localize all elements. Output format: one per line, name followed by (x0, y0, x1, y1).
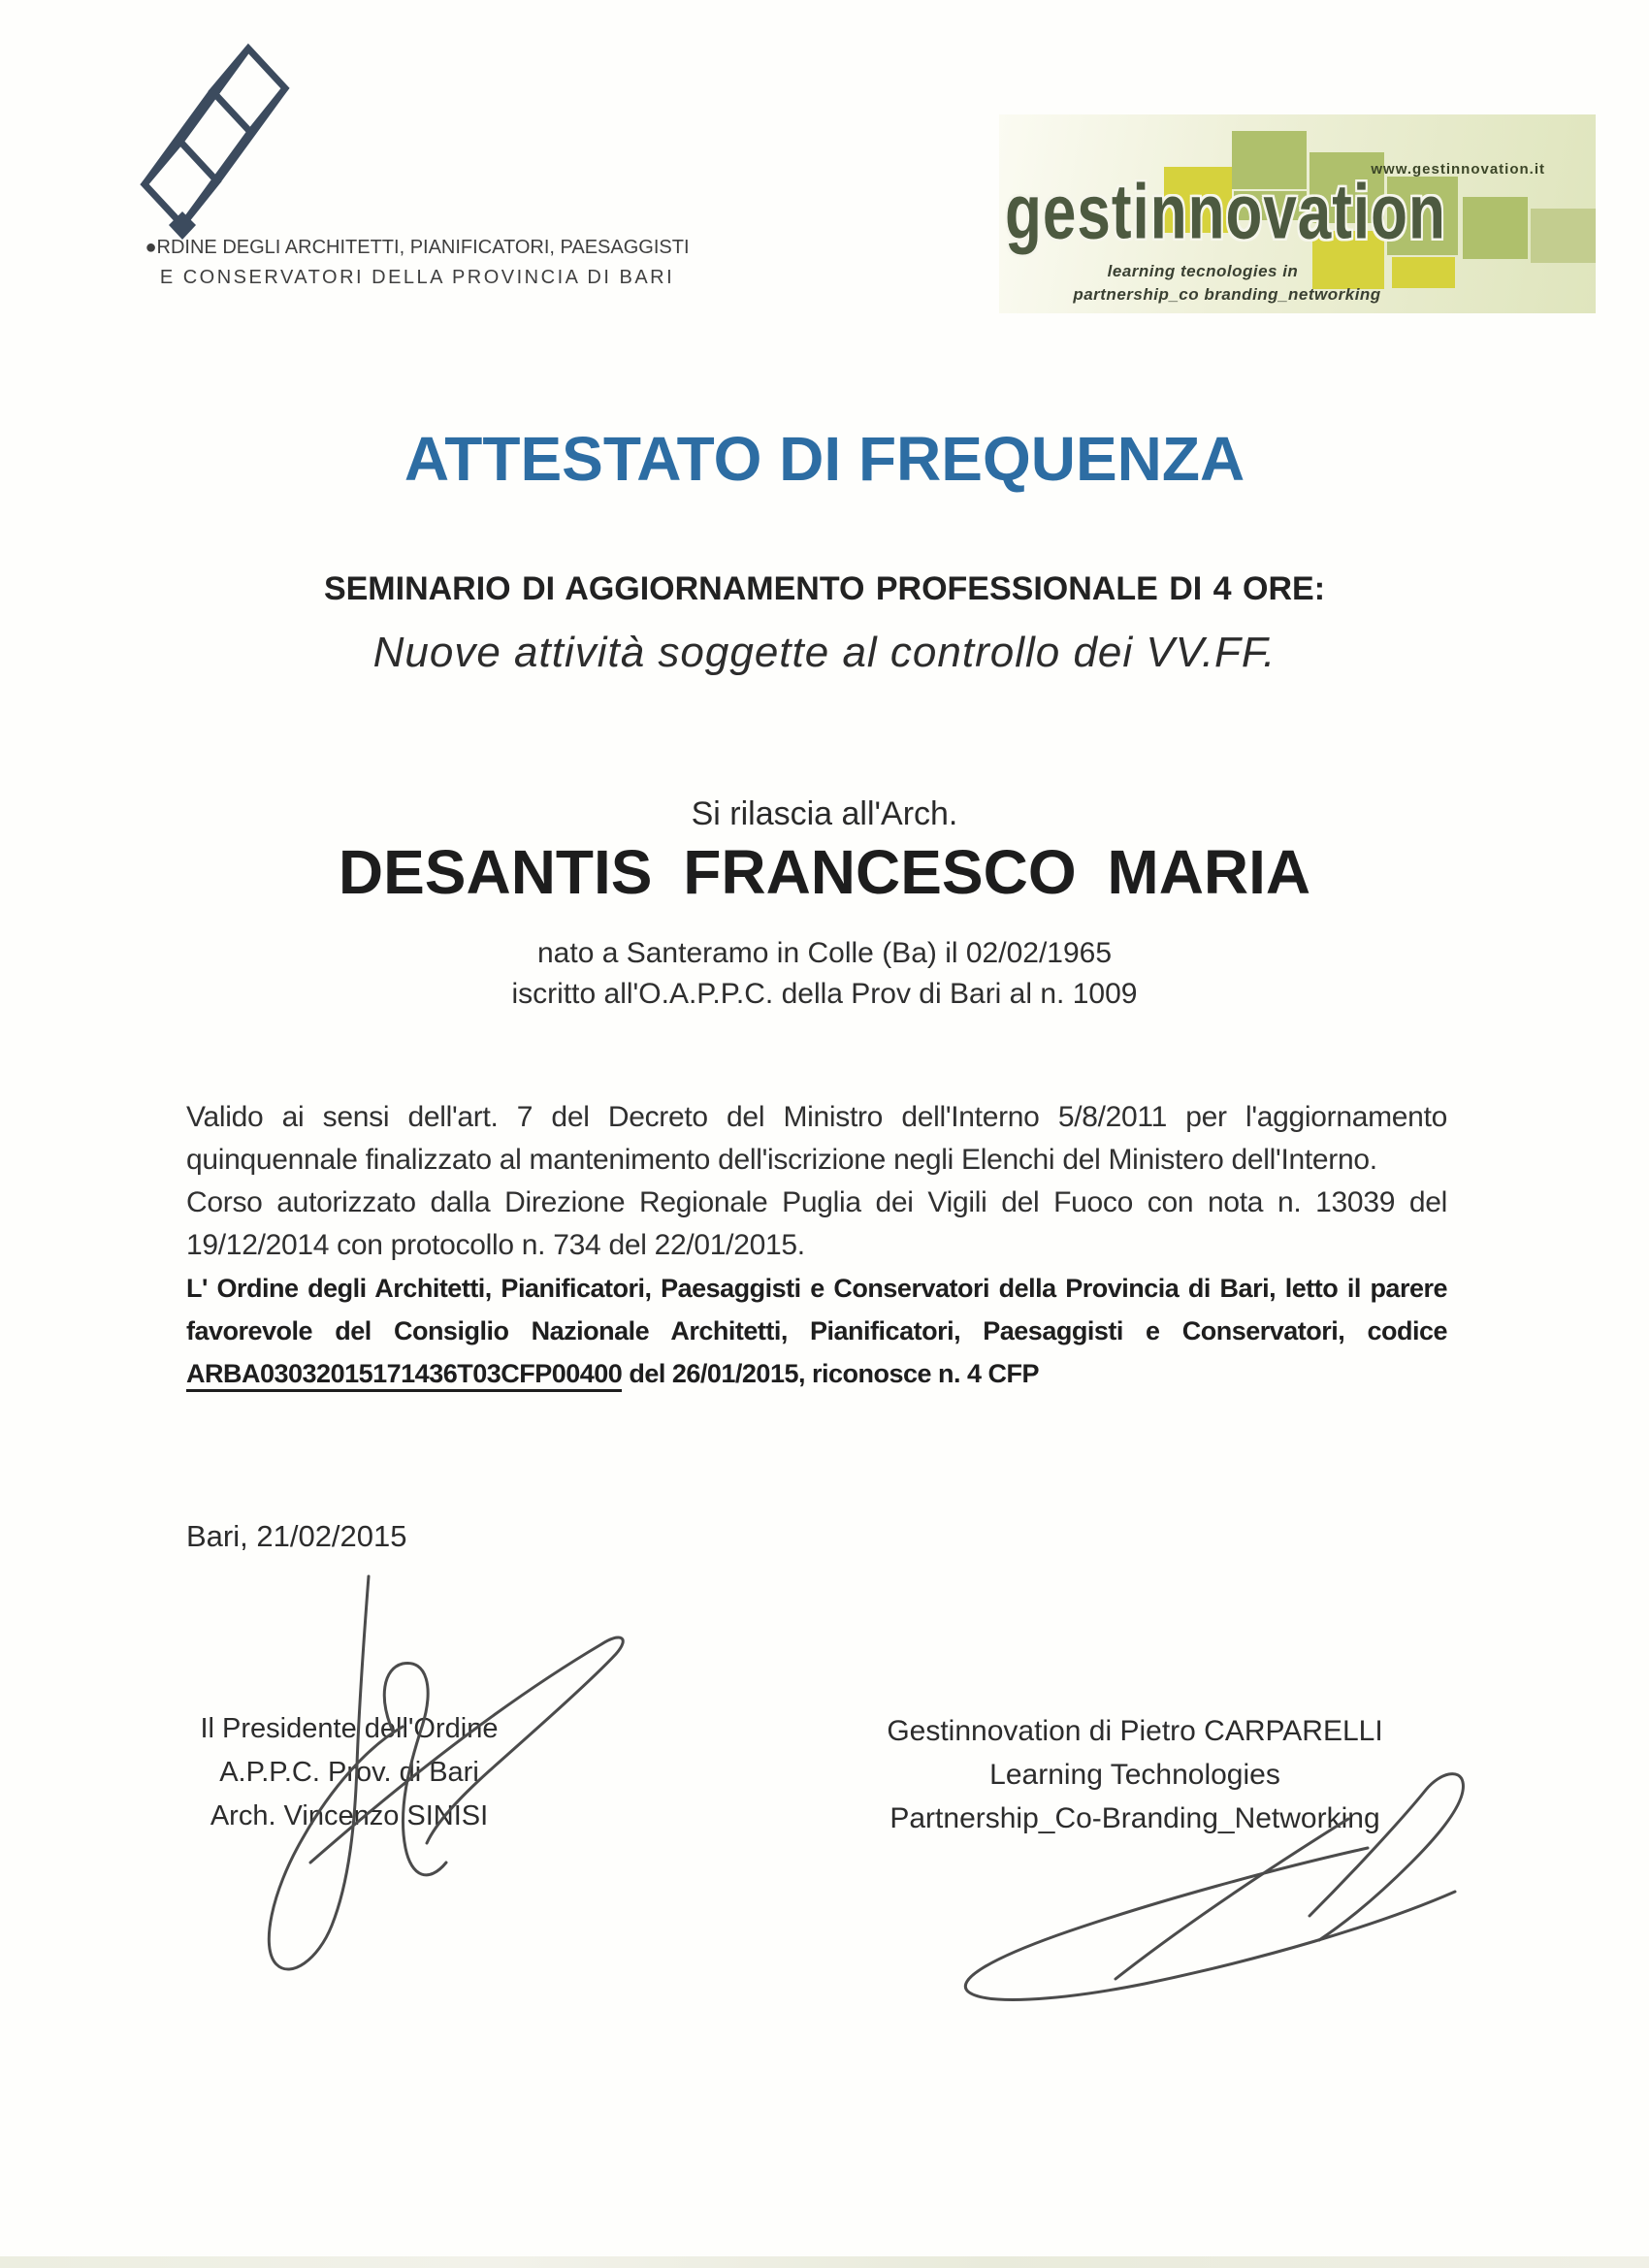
certificate-body (186, 1096, 1447, 1395)
recognition-paragraph (186, 1267, 1447, 1395)
logo-square (1463, 197, 1528, 259)
authorization-paragraph: Corso autorizzato dalla Direzione Regionale Puglia dei Vigili del Fuoco con nota n. 13039 del 19/12/2014 con protocollo n. 734 del 22/01/2015. (186, 1186, 1447, 1261)
order-name-line1: ●RDINE DEGLI ARCHITETTI, PIANIFICATORI, PAESAGGISTI (145, 237, 690, 258)
recipient-birth-line: nato a Santeramo in Colle (Ba) il 02/02/1965 (536, 937, 1113, 969)
recipient-registration-line: iscritto all'O.A.P.P.C. della Prov di Bari al n. 1009 (511, 978, 1138, 1010)
handwritten-signature-left-icon (223, 1571, 650, 1989)
right-signatory-motto: Partnership_Co-Branding_Networking (889, 1802, 1380, 1834)
recognition-text-after: del 26/01/2015, riconosce n. 4 CFP (622, 1359, 1040, 1388)
gestinnovation-wordmark: gestinnovation (1005, 170, 1446, 256)
gestinnovation-logo (999, 114, 1596, 313)
gestinnovation-website: www.gestinnovation.it (1371, 161, 1545, 178)
right-signatory-division: Learning Technologies (989, 1759, 1280, 1791)
logo-square (1531, 209, 1596, 263)
left-signatory-role: Il Presidente dell'Ordine (200, 1713, 499, 1744)
right-signatory-company: Gestinnovation di Pietro CARPARELLI (887, 1715, 1383, 1747)
validity-paragraph: Valido ai sensi dell'art. 7 del Decreto del Ministro dell'Interno 5/8/2011 per l'aggiornamento quinquennale finalizzato al mantenimento dell'iscrizione negli Elenchi del Ministero dell'Interno. (186, 1101, 1447, 1176)
seminar-topic: Nuove attività soggette al controllo dei VV.FF. (372, 629, 1277, 676)
seminar-heading: SEMINARIO DI AGGIORNAMENTO PROFESSIONALE DI 4 ORE: (323, 570, 1326, 607)
scan-bottom-edge (0, 2256, 1649, 2268)
order-logo-icon (134, 43, 328, 248)
cfp-code: ARBA03032015171436T03CFP00400 (186, 1359, 622, 1392)
handwritten-signature-right-icon (931, 1761, 1494, 2023)
date-place-line: Bari, 21/02/2015 (186, 1519, 407, 1553)
recipient-name: DESANTIS FRANCESCO MARIA (338, 837, 1311, 907)
gestinnovation-tagline-2: partnership_co branding_networking (1073, 285, 1381, 304)
order-name-line2: E CONSERVATORI DELLA PROVINCIA DI BARI (159, 267, 675, 288)
certificate-title: ATTESTATO DI FREQUENZA (404, 424, 1245, 494)
gestinnovation-tagline-1: learning tecnologies in (1107, 262, 1299, 280)
left-signatory-name: Arch. Vincenzo SINISI (210, 1800, 489, 1831)
order-name (107, 233, 728, 293)
left-signatory-org: A.P.P.C. Prov. di Bari (219, 1757, 479, 1788)
issue-line: Si rilascia all'Arch. (691, 795, 958, 832)
recognition-text-before: L' Ordine degli Architetti, Pianificatori, Paesaggisti e Conservatori della Provincia di Bari, letto il parere favorevole del Consiglio Nazionale Architetti, Pianificatori, Paesaggisti e Conservatori, codice (186, 1274, 1447, 1345)
